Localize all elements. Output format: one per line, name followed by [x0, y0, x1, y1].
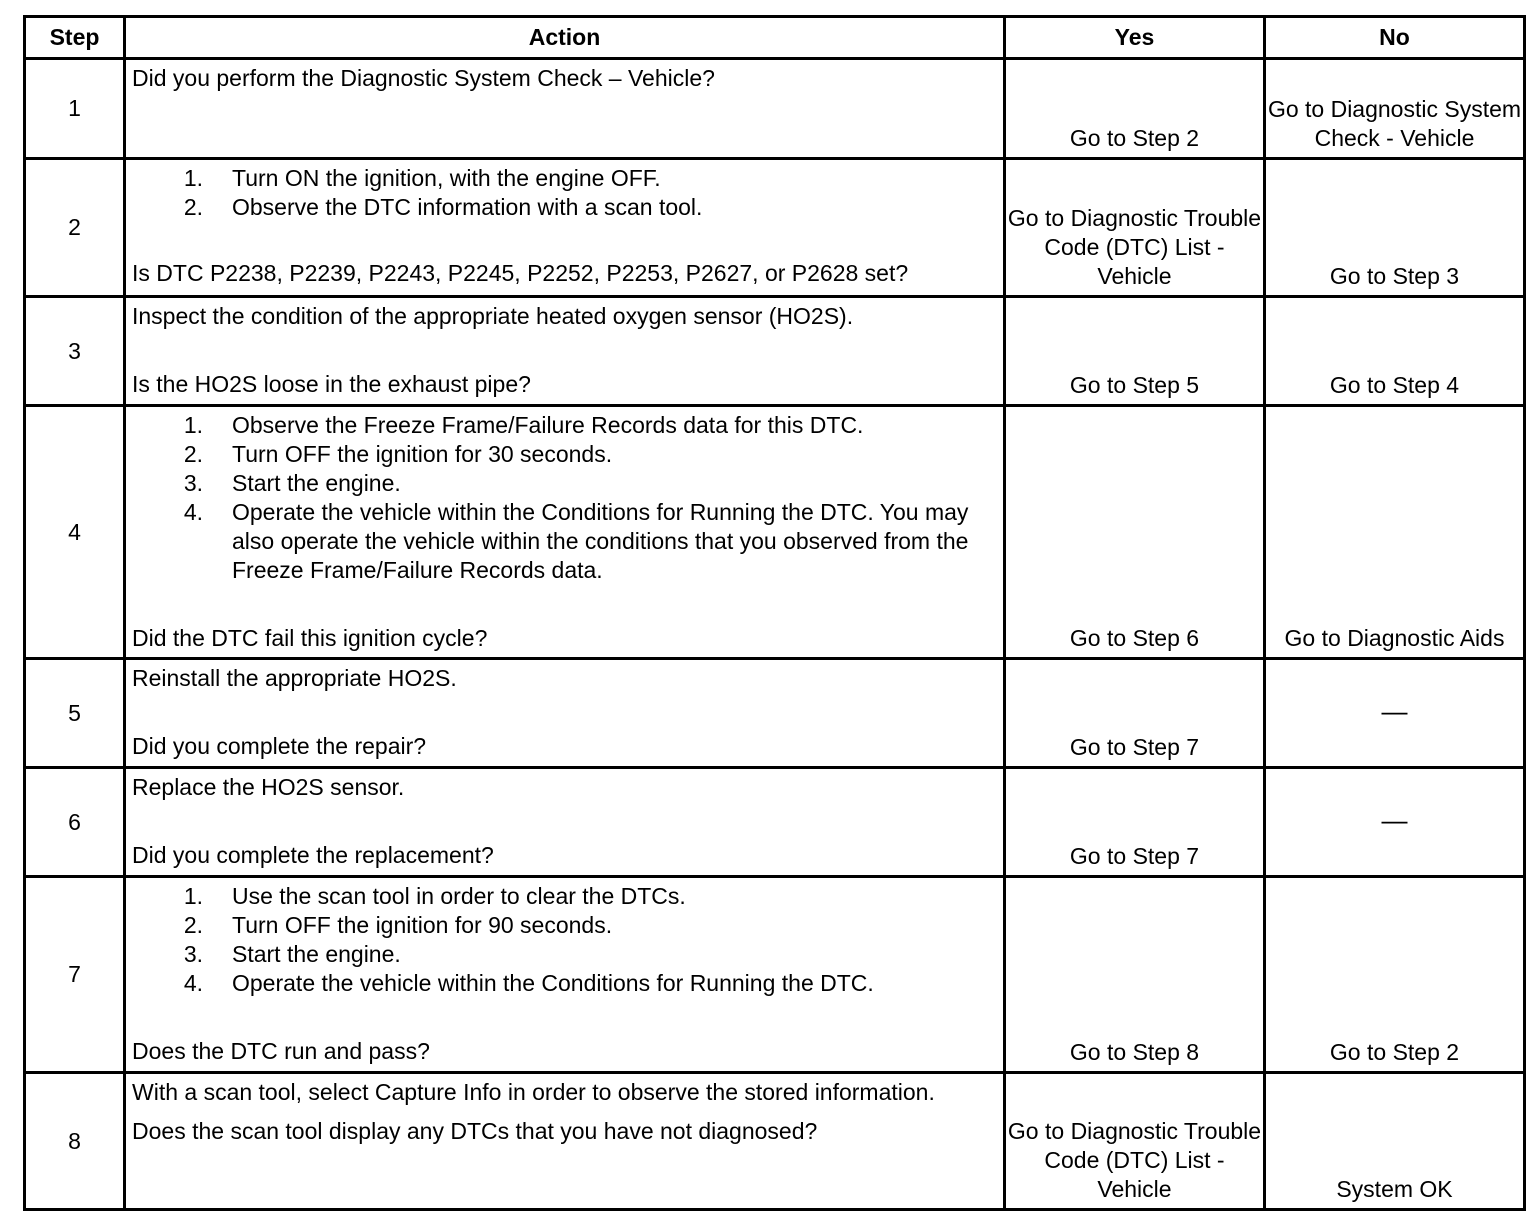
- action-list: [132, 882, 997, 998]
- action-cell: [125, 406, 1005, 659]
- action-text: Did you perform the Diagnostic System Check – Vehicle?: [132, 65, 715, 91]
- table-row: [25, 768, 1525, 877]
- no-cell: Go to Step 3: [1265, 159, 1525, 297]
- list-item: 1. Turn ON the ignition, with the engine OFF.: [183, 165, 661, 191]
- no-cell: Go to Diagnostic Aids: [1265, 406, 1525, 659]
- action-cell: [125, 768, 1005, 877]
- action-cell: [125, 877, 1005, 1073]
- action-question: Did you complete the repair?: [132, 733, 427, 759]
- action-text: Inspect the condition of the appropriate heated oxygen sensor (HO2S).: [132, 303, 854, 329]
- action-cell: [125, 59, 1005, 159]
- action-question: Does the DTC run and pass?: [132, 1038, 430, 1064]
- yes-cell: Go to Diagnostic Trouble Code (DTC) List - Vehicle: [1005, 1073, 1265, 1210]
- yes-cell: Go to Diagnostic Trouble Code (DTC) List - Vehicle: [1005, 159, 1265, 297]
- action-cell: [125, 659, 1005, 768]
- table-row: [25, 1073, 1525, 1210]
- no-cell: Go to Diagnostic System Check - Vehicle: [1265, 59, 1525, 159]
- header-step: Step: [25, 17, 125, 59]
- step-number: 4: [25, 406, 125, 659]
- yes-cell: Go to Step 6: [1005, 406, 1265, 659]
- list-item: 2. Turn OFF the ignition for 30 seconds.: [183, 441, 613, 467]
- header-no: No: [1265, 17, 1525, 59]
- list-item: 2. Turn OFF the ignition for 90 seconds.: [183, 912, 613, 938]
- step-number: 2: [25, 159, 125, 297]
- no-cell: System OK: [1265, 1073, 1525, 1210]
- header-row: [25, 17, 1525, 59]
- action-cell: [125, 1073, 1005, 1210]
- yes-cell: Go to Step 7: [1005, 768, 1265, 877]
- list-item: 1. Observe the Freeze Frame/Failure Records data for this DTC.: [183, 412, 864, 438]
- table-row: [25, 406, 1525, 659]
- action-list: [132, 164, 997, 222]
- yes-cell: Go to Step 7: [1005, 659, 1265, 768]
- no-cell: Go to Step 2: [1265, 877, 1525, 1073]
- no-cell: —: [1265, 768, 1525, 877]
- list-item: 4. Operate the vehicle within the Conditions for Running the DTC.: [183, 970, 874, 996]
- header-yes: Yes: [1005, 17, 1265, 59]
- action-question: Did the DTC fail this ignition cycle?: [132, 625, 488, 651]
- yes-cell: Go to Step 5: [1005, 297, 1265, 406]
- table-row: [25, 159, 1525, 297]
- action-text: With a scan tool, select Capture Info in order to observe the stored information.: [132, 1079, 935, 1105]
- table-row: [25, 659, 1525, 768]
- yes-cell: Go to Step 2: [1005, 59, 1265, 159]
- action-question: Does the scan tool display any DTCs that you have not diagnosed?: [132, 1118, 818, 1144]
- action-text: Reinstall the appropriate HO2S.: [132, 665, 457, 691]
- action-cell: [125, 159, 1005, 297]
- diagnostic-table: [23, 15, 1526, 1211]
- list-item: 1. Use the scan tool in order to clear the DTCs.: [183, 883, 686, 909]
- table-row: [25, 877, 1525, 1073]
- table-row: [25, 59, 1525, 159]
- step-number: 1: [25, 59, 125, 159]
- list-item: 4. Operate the vehicle within the Conditions for Running the DTC. You may also operate the vehicle within the conditions that you observed from the Freeze Frame/Failure Records data.: [183, 499, 969, 583]
- step-number: 7: [25, 877, 125, 1073]
- action-question: Did you complete the replacement?: [132, 842, 494, 868]
- no-cell: —: [1265, 659, 1525, 768]
- no-cell: Go to Step 4: [1265, 297, 1525, 406]
- step-number: 6: [25, 768, 125, 877]
- table-row: [25, 297, 1525, 406]
- action-question: Is the HO2S loose in the exhaust pipe?: [132, 371, 531, 397]
- yes-cell: Go to Step 8: [1005, 877, 1265, 1073]
- action-text: Replace the HO2S sensor.: [132, 774, 405, 800]
- step-number: 8: [25, 1073, 125, 1210]
- list-item: 3. Start the engine.: [183, 470, 401, 496]
- action-list: [132, 411, 997, 585]
- step-number: 3: [25, 297, 125, 406]
- step-number: 5: [25, 659, 125, 768]
- action-question: Is DTC P2238, P2239, P2243, P2245, P2252, P2253, P2627, or P2628 set?: [132, 260, 909, 286]
- header-action: Action: [125, 17, 1005, 59]
- list-item: 3. Start the engine.: [183, 941, 401, 967]
- action-cell: [125, 297, 1005, 406]
- list-item: 2. Observe the DTC information with a scan tool.: [183, 194, 703, 220]
